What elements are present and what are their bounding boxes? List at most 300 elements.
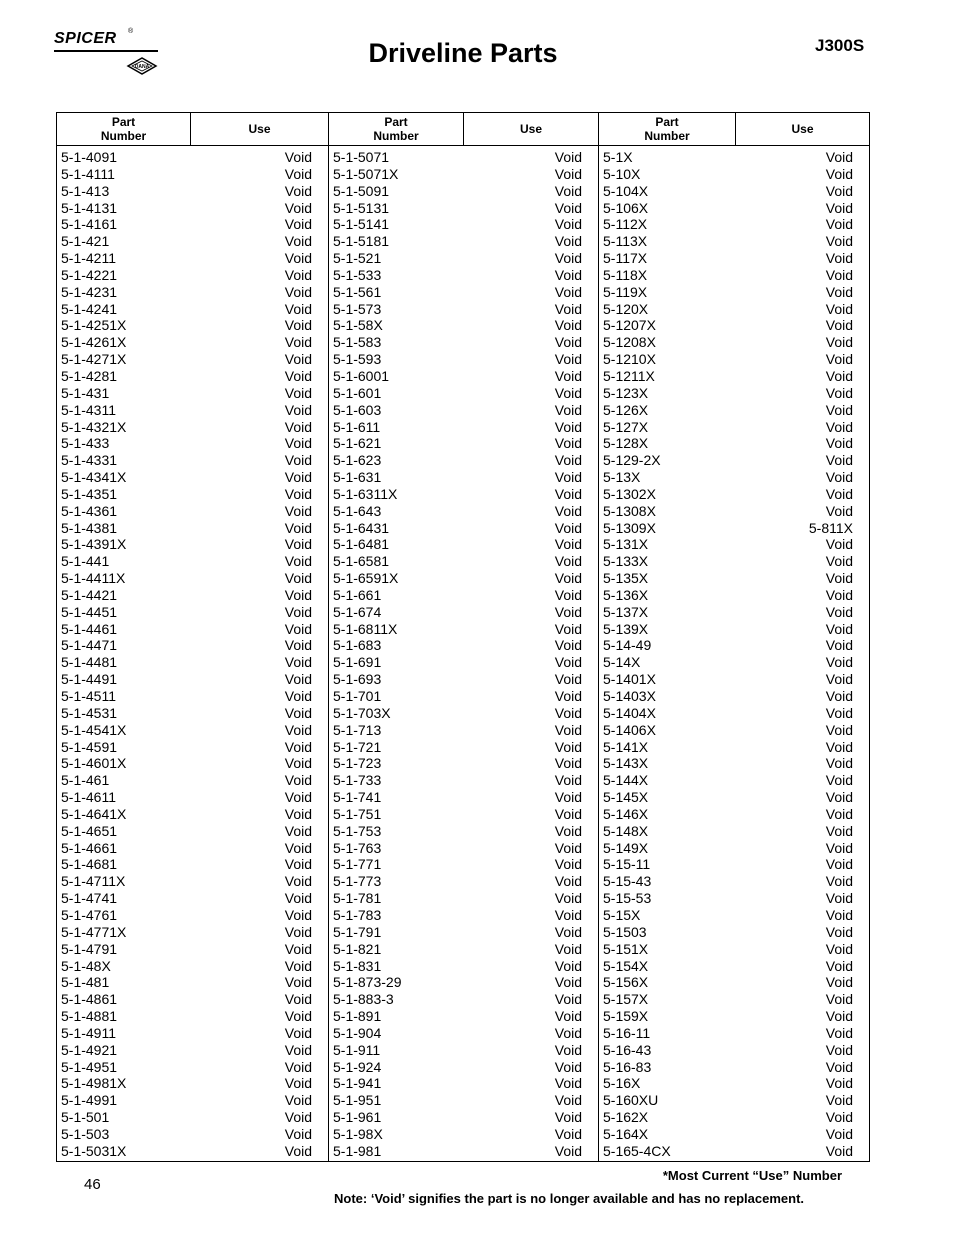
table-row: [599, 739, 869, 756]
use-cell: Void: [284, 772, 312, 789]
use-cell: Void: [825, 300, 853, 317]
part-number-cell: 5-1-783: [333, 906, 382, 923]
use-cell: Void: [554, 906, 582, 923]
use-cell: Void: [825, 216, 853, 233]
table-row: [57, 520, 328, 537]
table-row: [329, 200, 598, 217]
void-note: Note: ‘Void’ signifies the part is no longer available and has no replacement.: [334, 1191, 805, 1206]
part-number-cell: 5-1-4861: [61, 991, 118, 1008]
use-cell: Void: [284, 1041, 312, 1058]
table-row: [57, 722, 328, 739]
part-number-cell: 5-1-603: [333, 401, 382, 418]
part-number-cell: 5-128X: [603, 435, 649, 452]
use-cell: Void: [284, 418, 312, 435]
part-number-cell: 5-1-623: [333, 452, 382, 469]
table-row: [57, 536, 328, 553]
use-cell: Void: [554, 654, 582, 671]
use-cell: Void: [554, 1142, 582, 1159]
use-cell: Void: [284, 805, 312, 822]
part-number-cell: 5-1-4161: [61, 216, 118, 233]
part-number-cell: 5-104X: [603, 182, 649, 199]
use-cell: Void: [825, 351, 853, 368]
use-cell: Void: [825, 637, 853, 654]
table-row: [599, 216, 869, 233]
table-row: [329, 789, 598, 806]
part-number-cell: 5-1404X: [603, 704, 656, 721]
table-row: [599, 200, 869, 217]
table-row: [329, 1143, 598, 1160]
part-number-cell: 5-1-4681: [61, 856, 118, 873]
table-row: [599, 267, 869, 284]
table-row: [329, 856, 598, 873]
part-number-cell: 5-1-561: [333, 283, 382, 300]
use-cell: Void: [284, 822, 312, 839]
part-number-cell: 5-1-4531: [61, 704, 118, 721]
use-cell: Void: [284, 1024, 312, 1041]
table-row: [57, 772, 328, 789]
table-row: [57, 654, 328, 671]
part-number-cell: 5-1-721: [333, 738, 382, 755]
table-row: [599, 873, 869, 890]
table-row: [329, 452, 598, 469]
use-cell: Void: [825, 839, 853, 856]
use-cell: Void: [554, 1109, 582, 1126]
use-cell: Void: [825, 485, 853, 502]
table-row: [599, 1042, 869, 1059]
use-cell: Void: [284, 738, 312, 755]
table-row: [57, 402, 328, 419]
table-row: [329, 570, 598, 587]
use-cell: Void: [825, 1024, 853, 1041]
part-number-cell: 5-1-4271X: [61, 351, 127, 368]
table-row: [329, 183, 598, 200]
part-number-cell: 5-154X: [603, 957, 649, 974]
part-number-cell: 5-126X: [603, 401, 649, 418]
table-row: [599, 149, 869, 166]
part-number-cell: 5-1309X: [603, 519, 656, 536]
table-row: [599, 553, 869, 570]
part-number-cell: 5-1-693: [333, 671, 382, 688]
table-row: [329, 317, 598, 334]
part-number-cell: 5-1302X: [603, 485, 656, 502]
use-cell: Void: [554, 519, 582, 536]
table-row: [57, 806, 328, 823]
table-row: [599, 958, 869, 975]
part-number-cell: 5-1-4231: [61, 283, 118, 300]
table-row: [599, 604, 869, 621]
table-row: [329, 520, 598, 537]
part-number-cell: 5-1-763: [333, 839, 382, 856]
part-number-cell: 5-1-611: [333, 418, 381, 435]
table-row: [329, 385, 598, 402]
part-number-cell: 5-1-4641X: [61, 805, 127, 822]
part-number-cell: 5-106X: [603, 199, 649, 216]
part-number-cell: 5-1308X: [603, 502, 656, 519]
use-cell: Void: [825, 940, 853, 957]
table-row: [329, 1025, 598, 1042]
table-row: [329, 924, 598, 941]
use-cell: Void: [554, 789, 582, 806]
part-number-cell: 5-1208X: [603, 334, 656, 351]
part-number-cell: 5-137X: [603, 603, 649, 620]
table-row: [57, 621, 328, 638]
table-row: [57, 553, 328, 570]
use-cell: Void: [284, 991, 312, 1008]
use-cell: Void: [284, 216, 312, 233]
table-row: [329, 216, 598, 233]
part-number-cell: 5-1406X: [603, 721, 656, 738]
use-cell: Void: [554, 839, 582, 856]
table-row: [57, 419, 328, 436]
table-row: [57, 604, 328, 621]
table-row: [329, 166, 598, 183]
use-cell: Void: [284, 906, 312, 923]
part-number-cell: 5-1-4881: [61, 1008, 118, 1025]
table-row: [329, 755, 598, 772]
table-row: [599, 1008, 869, 1025]
part-number-cell: 5-1-4321X: [61, 418, 127, 435]
table-row: [599, 250, 869, 267]
table-row: [329, 772, 598, 789]
part-number-cell: 5-1-4921: [61, 1041, 118, 1058]
use-cell: Void: [284, 1142, 312, 1159]
table-row: [329, 587, 598, 604]
table-row: [329, 621, 598, 638]
table-row: [57, 705, 328, 722]
part-number-cell: 5-149X: [603, 839, 649, 856]
table-row: [57, 1042, 328, 1059]
table-row: [57, 486, 328, 503]
part-number-cell: 5-1-461: [61, 772, 110, 789]
part-number-cell: 5-1-4221: [61, 266, 118, 283]
table-row: [599, 621, 869, 638]
use-cell: Void: [554, 671, 582, 688]
part-number-cell: 5-1-4651: [61, 822, 118, 839]
table-row: [599, 1143, 869, 1160]
table-row: [57, 991, 328, 1008]
part-number-cell: 5-1-904: [333, 1024, 382, 1041]
use-cell: Void: [825, 1041, 853, 1058]
table-row: [329, 688, 598, 705]
use-cell: Void: [284, 856, 312, 873]
use-cell: Void: [554, 688, 582, 704]
use-cell: Void: [284, 873, 312, 890]
use-cell: Void: [825, 603, 853, 620]
part-number-cell: 5-16X: [603, 1075, 641, 1092]
use-cell: Void: [825, 1075, 853, 1092]
part-number-cell: 5-1-924: [333, 1058, 382, 1075]
table-row: [599, 823, 869, 840]
use-cell: Void: [554, 721, 582, 738]
table-row: [57, 1109, 328, 1126]
table-row: [329, 402, 598, 419]
table-row: [329, 553, 598, 570]
part-number-cell: 5-1-4611: [61, 789, 117, 806]
part-number-cell: 5-148X: [603, 822, 649, 839]
use-cell: Void: [554, 1024, 582, 1041]
part-number-cell: 5-1-703X: [333, 704, 391, 721]
part-number-cell: 5-135X: [603, 570, 649, 587]
use-cell: Void: [825, 906, 853, 923]
header-use-2: Use: [464, 113, 599, 145]
part-number-cell: 5-1-4281: [61, 367, 118, 384]
part-number-cell: 5-1-431: [61, 384, 110, 401]
use-cell: Void: [284, 266, 312, 283]
page-title: Driveline Parts: [368, 38, 558, 68]
use-cell: Void: [554, 216, 582, 233]
table-row: [57, 789, 328, 806]
use-cell: Void: [554, 890, 582, 907]
table-row: [599, 772, 869, 789]
part-number-cell: 5-15-53: [603, 890, 652, 907]
table-row: [599, 1126, 869, 1143]
use-cell: Void: [284, 923, 312, 940]
use-cell: Void: [825, 199, 853, 216]
header-part-number-2: Part Number: [329, 113, 464, 145]
part-number-cell: 5-1-441: [61, 553, 110, 570]
part-number-cell: 5-1-421: [61, 233, 110, 250]
table-row: [329, 941, 598, 958]
part-number-cell: 5-1-4711X: [61, 873, 126, 890]
use-cell: Void: [554, 1041, 582, 1058]
part-number-cell: 5-1-503: [61, 1125, 110, 1142]
use-cell: Void: [554, 182, 582, 199]
use-cell: Void: [825, 502, 853, 519]
table-row: [599, 722, 869, 739]
part-number-cell: 5-1-873-29: [333, 974, 402, 991]
use-cell: Void: [825, 149, 853, 165]
table-row: [329, 486, 598, 503]
part-number-cell: 5-1-4661: [61, 839, 118, 856]
use-cell: Void: [825, 570, 853, 587]
use-cell: Void: [825, 233, 853, 250]
brand-name: SPICER: [54, 30, 117, 47]
use-cell: Void: [825, 283, 853, 300]
use-cell: Void: [825, 317, 853, 334]
table-row: [599, 991, 869, 1008]
use-cell: Void: [825, 536, 853, 553]
table-row: [57, 452, 328, 469]
part-number-cell: 5-1-701: [333, 688, 382, 704]
table-row: [57, 958, 328, 975]
part-number-cell: 5-1-413: [61, 182, 110, 199]
table-row: [599, 570, 869, 587]
table-row: [599, 755, 869, 772]
part-number-cell: 5-139X: [603, 620, 649, 637]
table-row: [599, 183, 869, 200]
table-header: [57, 113, 869, 146]
part-number-cell: 5-1-713: [333, 721, 382, 738]
use-cell: Void: [284, 1075, 312, 1092]
part-number-cell: 5-1-98X: [333, 1125, 383, 1142]
use-cell: Void: [554, 755, 582, 772]
part-number-cell: 5-16-43: [603, 1041, 652, 1058]
part-number-cell: 5-1-4951: [61, 1058, 118, 1075]
part-number-cell: 5-1-791: [333, 923, 382, 940]
use-cell: Void: [284, 1109, 312, 1126]
part-number-cell: 5-1-573: [333, 300, 382, 317]
table-row: [599, 941, 869, 958]
table-row: [599, 907, 869, 924]
table-row: [57, 739, 328, 756]
table-column-1: [57, 146, 329, 1161]
table-row: [329, 284, 598, 301]
part-number-cell: 5-1-4981X: [61, 1075, 127, 1092]
part-number-cell: 5-1-5181: [333, 233, 390, 250]
use-cell: Void: [554, 991, 582, 1008]
part-number-cell: 5-1-4311: [61, 401, 117, 418]
table-row: [599, 435, 869, 452]
part-number-cell: 5-1503: [603, 923, 647, 940]
use-cell: Void: [554, 485, 582, 502]
use-cell: Void: [284, 890, 312, 907]
use-cell: Void: [825, 1058, 853, 1075]
use-cell: Void: [284, 1092, 312, 1109]
use-cell: Void: [284, 940, 312, 957]
use-cell: Void: [284, 283, 312, 300]
use-cell: Void: [825, 957, 853, 974]
table-row: [329, 267, 598, 284]
part-number-cell: 5-14-49: [603, 637, 652, 654]
use-cell: Void: [554, 384, 582, 401]
part-number-cell: 5-143X: [603, 755, 649, 772]
part-number-cell: 5-117X: [603, 250, 648, 267]
part-number-cell: 5-113X: [603, 233, 648, 250]
part-number-cell: 5-1-981: [333, 1142, 382, 1159]
part-number-cell: 5-15-43: [603, 873, 652, 890]
part-number-cell: 5-1-4451: [61, 603, 118, 620]
use-cell: Void: [284, 704, 312, 721]
part-number-cell: 5-1-771: [333, 856, 382, 873]
table-row: [599, 452, 869, 469]
header-use-3: Use: [791, 122, 814, 136]
use-cell: Void: [554, 334, 582, 351]
part-number-cell: 5-1-6811X: [333, 620, 398, 637]
use-cell: Void: [825, 772, 853, 789]
use-cell: Void: [825, 890, 853, 907]
table-row: [329, 974, 598, 991]
table-row: [329, 503, 598, 520]
part-number-cell: 5-157X: [603, 991, 649, 1008]
part-number-cell: 5-1-4461: [61, 620, 118, 637]
use-cell: Void: [554, 805, 582, 822]
part-number-cell: 5-1-6581: [333, 553, 390, 570]
use-cell: Void: [825, 553, 853, 570]
use-cell: Void: [554, 250, 582, 267]
part-number-cell: 5-1-891: [333, 1008, 382, 1025]
use-cell: Void: [554, 553, 582, 570]
use-cell: Void: [284, 1125, 312, 1142]
part-number-cell: 5-144X: [603, 772, 649, 789]
table-row: [599, 587, 869, 604]
part-number-cell: 5-1-4131: [61, 199, 118, 216]
table-row: [329, 149, 598, 166]
table-row: [599, 486, 869, 503]
part-number-cell: 5-1-5091: [333, 182, 390, 199]
table-row: [57, 216, 328, 233]
part-number-cell: 5-1-4381: [61, 519, 118, 536]
use-cell: Void: [825, 738, 853, 755]
table-row: [599, 671, 869, 688]
use-cell: Void: [554, 536, 582, 553]
table-row: [599, 385, 869, 402]
use-cell: Void: [554, 149, 582, 165]
part-number-cell: 5-160XU: [603, 1092, 659, 1109]
table-row: [57, 1059, 328, 1076]
use-cell: Void: [284, 199, 312, 216]
table-row: [599, 705, 869, 722]
use-cell: Void: [825, 704, 853, 721]
part-number-cell: 5-15-11: [603, 856, 651, 873]
use-cell: Void: [825, 856, 853, 873]
footnote: *Most Current “Use” Number: [662, 1168, 842, 1183]
part-number-cell: 5-1-4511: [61, 688, 117, 704]
part-number-cell: 5-16-11: [603, 1024, 651, 1041]
part-number-cell: 5-1-4391X: [61, 536, 127, 553]
use-cell: Void: [825, 1109, 853, 1126]
table-row: [57, 385, 328, 402]
part-number-cell: 5-1-4411X: [61, 570, 126, 587]
part-number-cell: 5-1-4771X: [61, 923, 127, 940]
use-cell: Void: [284, 603, 312, 620]
part-number-cell: 5-1-4761: [61, 906, 118, 923]
part-number-cell: 5-1-433: [61, 435, 110, 452]
part-number-cell: 5-1-533: [333, 266, 382, 283]
part-number-cell: 5-1401X: [603, 671, 656, 688]
part-number-cell: 5-136X: [603, 586, 649, 603]
table-row: [599, 419, 869, 436]
part-number-cell: 5-1210X: [603, 351, 656, 368]
part-number-cell: 5-1-5141: [333, 216, 390, 233]
table-row: [329, 840, 598, 857]
use-cell: Void: [554, 452, 582, 469]
table-row: [329, 637, 598, 654]
use-cell: Void: [284, 1008, 312, 1025]
use-cell: Void: [825, 671, 853, 688]
table-row: [329, 654, 598, 671]
use-cell: Void: [825, 620, 853, 637]
table-row: [599, 334, 869, 351]
table-row: [599, 469, 869, 486]
table-row: [57, 924, 328, 941]
table-row: [599, 520, 869, 537]
table-row: [57, 907, 328, 924]
part-number-cell: 5-1-683: [333, 637, 382, 654]
part-number-cell: 5-1403X: [603, 688, 656, 704]
table-row: [57, 267, 328, 284]
table-row: [57, 233, 328, 250]
part-number-cell: 5-13X: [603, 469, 641, 486]
part-number-cell: 5-1-4601X: [61, 755, 127, 772]
table-row: [57, 166, 328, 183]
use-cell: Void: [284, 974, 312, 991]
table-row: [329, 907, 598, 924]
table-column-2: [329, 146, 599, 1161]
use-cell: Void: [825, 452, 853, 469]
model-code: J300S: [815, 36, 865, 55]
use-cell: Void: [554, 1058, 582, 1075]
part-number-cell: 5-127X: [603, 418, 649, 435]
use-cell: Void: [284, 165, 312, 182]
part-number-cell: 5-1-6001: [333, 367, 390, 384]
part-number-cell: 5-1-4481: [61, 654, 118, 671]
table-row: [57, 587, 328, 604]
use-cell: Void: [825, 384, 853, 401]
table-row: [599, 233, 869, 250]
part-number-cell: 5-1-501: [61, 1109, 110, 1126]
use-cell: Void: [825, 721, 853, 738]
use-cell: Void: [554, 283, 582, 300]
